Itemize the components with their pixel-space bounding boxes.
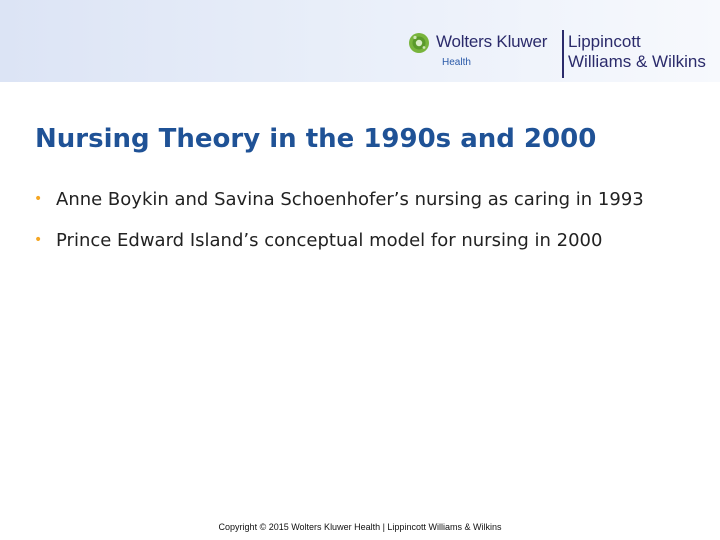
bullet-marker: • xyxy=(34,191,43,207)
company-name: Wolters Kluwer xyxy=(436,32,548,51)
header-band xyxy=(0,0,720,82)
slide-title: Nursing Theory in the 1990s and 2000 xyxy=(35,124,597,154)
bullet-item xyxy=(34,188,704,211)
bullet-text: Prince Edward Island’s conceptual model for nursing in 2000 xyxy=(56,230,603,251)
bullet-text: Anne Boykin and Savina Schoenhofer’s nursing as caring in 1993 xyxy=(56,189,644,210)
imprint-line-1: Lippincott xyxy=(568,32,641,51)
division-name: Health xyxy=(442,57,471,68)
imprint-line-2: Williams & Wilkins xyxy=(568,52,706,71)
globe-logo-icon xyxy=(408,32,430,54)
bullet-item xyxy=(34,229,704,252)
bullet-marker: • xyxy=(34,232,43,248)
bullet-list xyxy=(34,188,704,270)
copyright-footer: Copyright © 2015 Wolters Kluwer Health | Lippincott Williams & Wilkins xyxy=(218,522,502,532)
logo-divider xyxy=(562,30,564,78)
